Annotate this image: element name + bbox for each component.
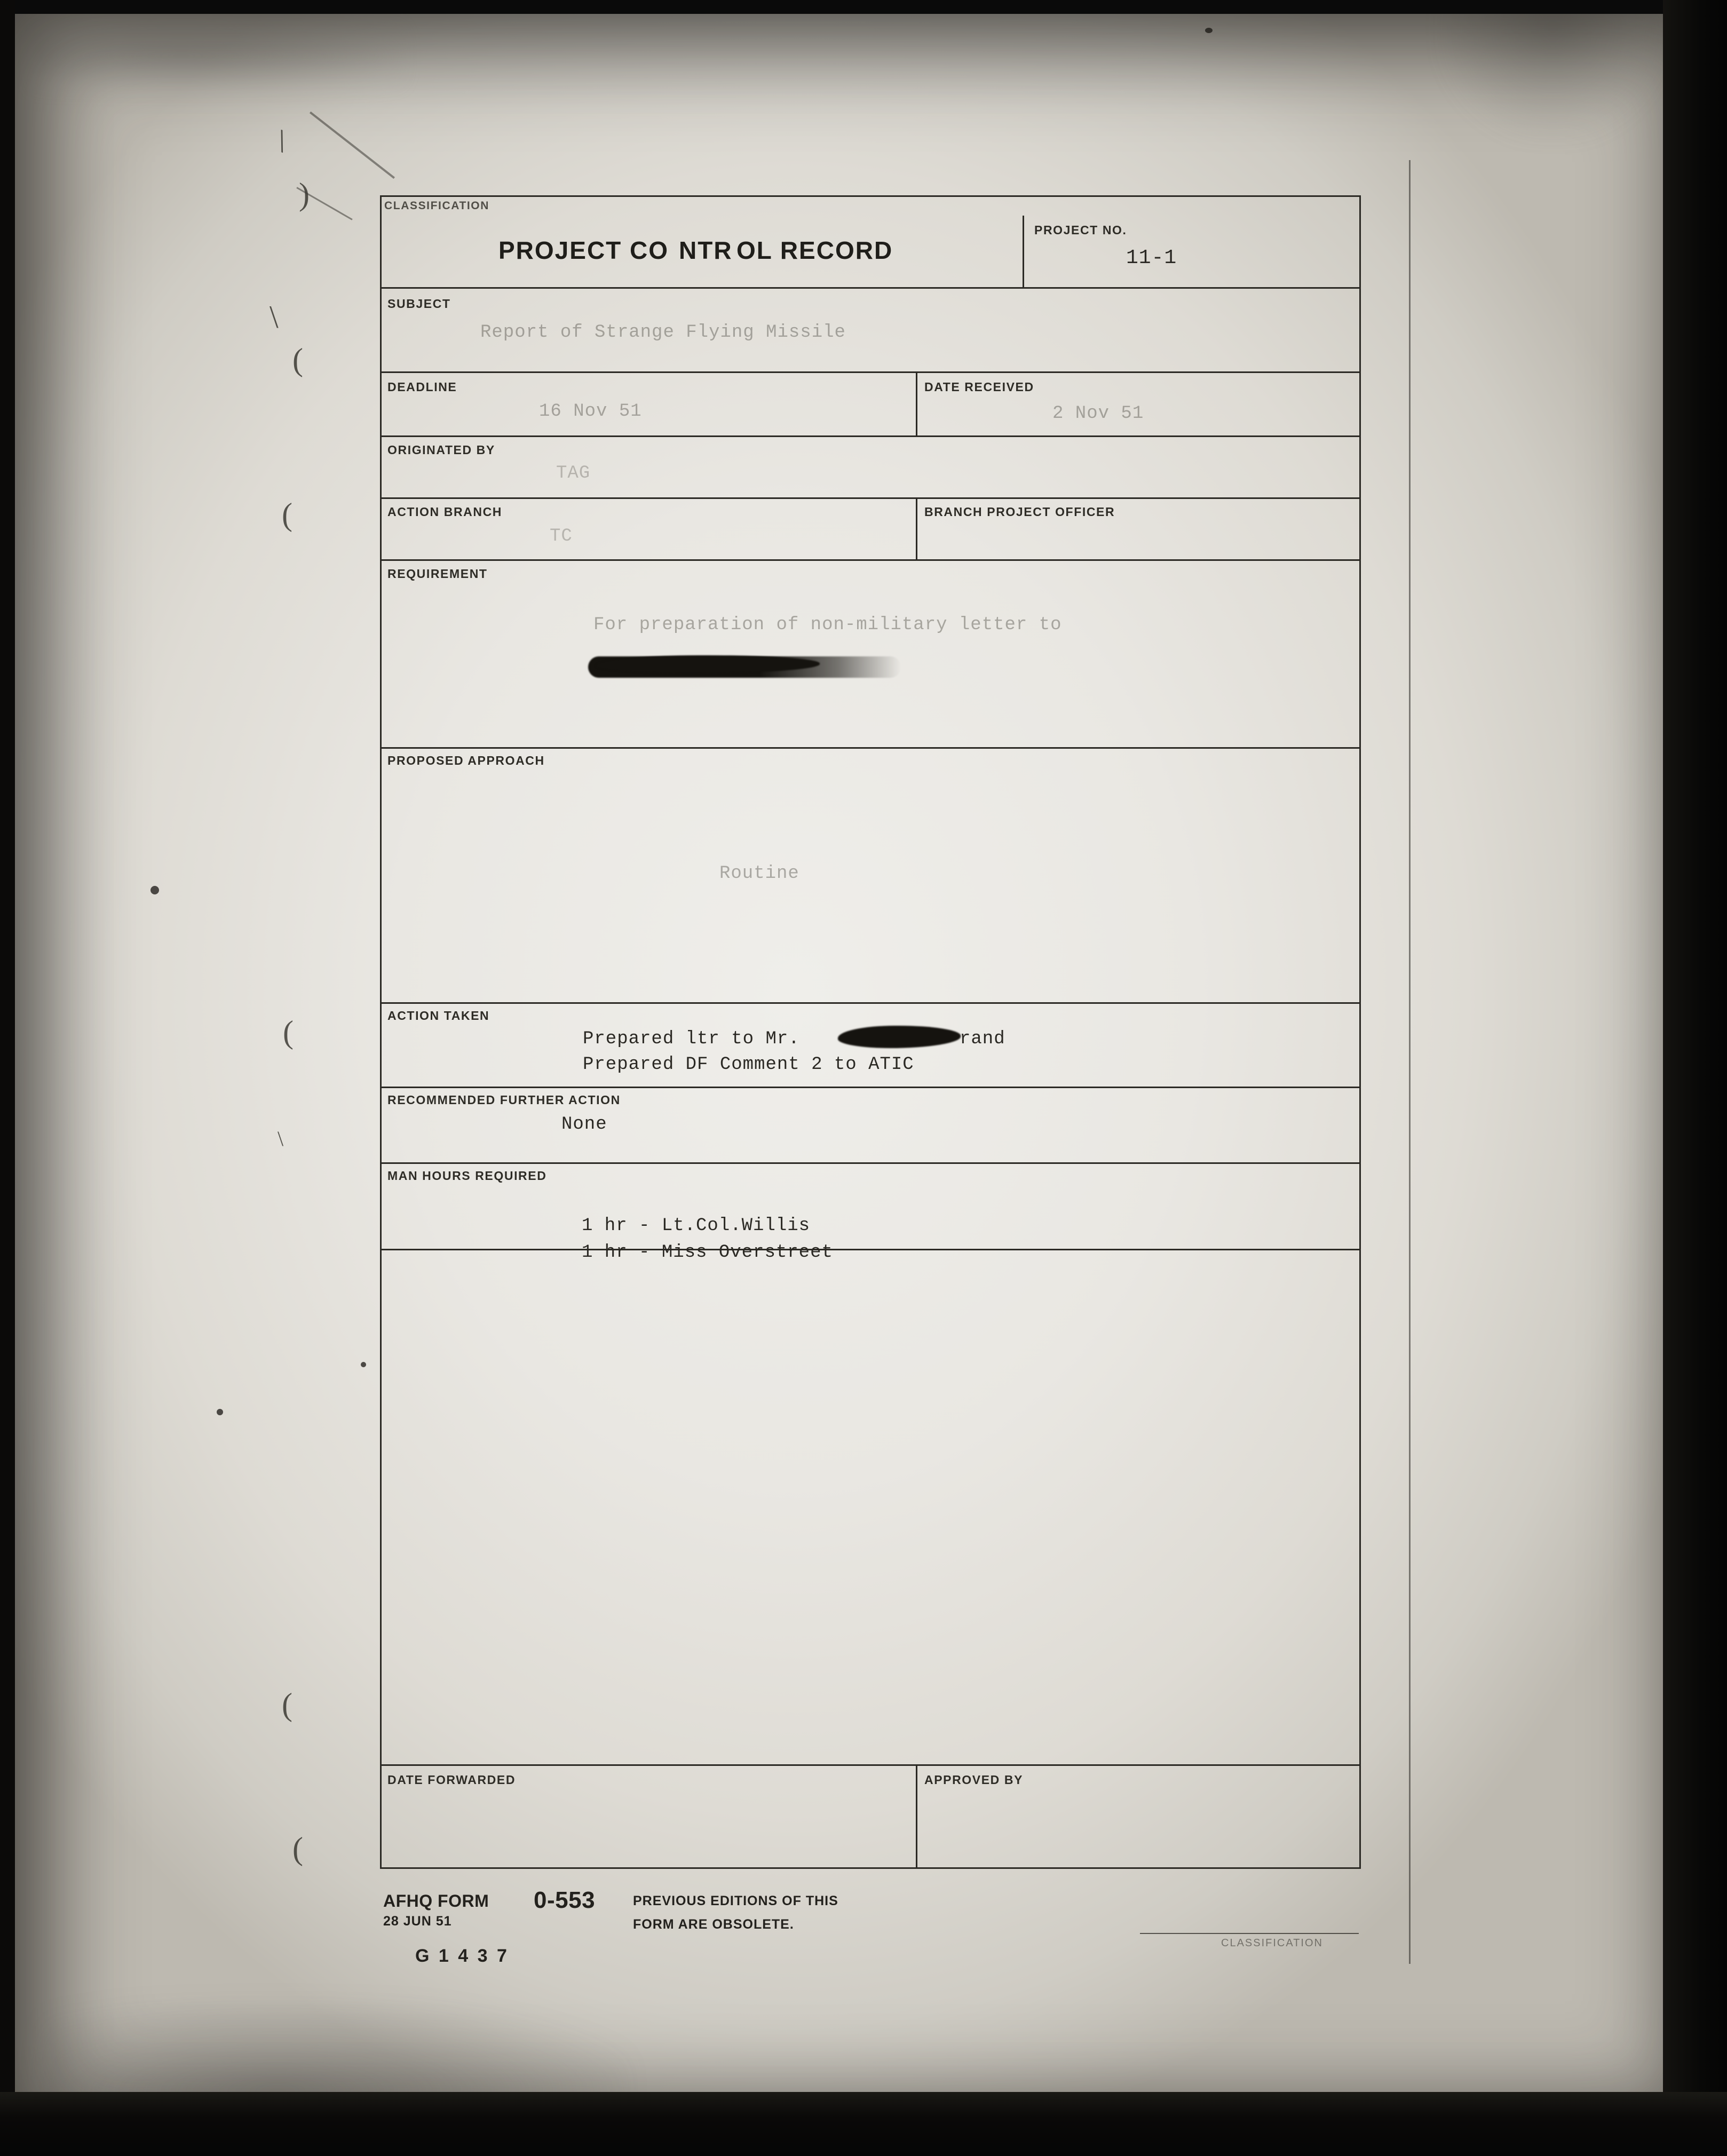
dust-speck: [1205, 28, 1213, 33]
field-value-originated-by: TAG: [556, 463, 591, 483]
dust-speck: [150, 886, 159, 894]
field-label-date-received: DATE RECEIVED: [924, 380, 1034, 394]
pen-mark: (: [292, 1831, 303, 1866]
classification-rule-bottom: [1140, 1933, 1359, 1934]
field-value-deadline: 16 Nov 51: [539, 401, 642, 422]
field-value-proposed-approach: Routine: [719, 863, 799, 884]
column-divider: [916, 1764, 917, 1869]
field-label-subject: SUBJECT: [387, 297, 451, 311]
row-divider: [380, 371, 1361, 373]
form-title: PROJECT CO: [498, 236, 669, 264]
pen-mark: \: [272, 123, 292, 159]
pen-mark: \: [278, 1127, 284, 1151]
field-value-man-hours-line2: 1 hr - Miss Overstreet: [582, 1242, 833, 1263]
classification-label-top: CLASSIFICATION: [384, 200, 490, 212]
row-divider: [380, 497, 1361, 499]
pen-mark: (: [283, 1014, 294, 1050]
row-divider: [380, 1249, 1361, 1250]
field-label-deadline: DEADLINE: [387, 380, 457, 394]
field-label-action-branch: ACTION BRANCH: [387, 505, 503, 519]
row-divider: [380, 1764, 1361, 1766]
photo-border-right: [1663, 0, 1727, 2156]
photo-border-left: [0, 0, 15, 2156]
field-label-approved-by: APPROVED BY: [924, 1773, 1024, 1787]
field-label-project-no: PROJECT NO.: [1034, 223, 1127, 237]
field-label-recommended-further-action: RECOMMENDED FURTHER ACTION: [387, 1093, 621, 1107]
form-title-faded: NTR: [679, 236, 733, 264]
photo-border-top: [0, 0, 1727, 14]
field-value-action-taken-redacted-tail: rand: [960, 1029, 1005, 1049]
film-scratch: [310, 112, 395, 179]
field-value-requirement: For preparation of non-military letter to: [593, 615, 1062, 635]
field-label-date-forwarded: DATE FORWARDED: [387, 1773, 516, 1787]
pen-mark: (: [282, 497, 292, 532]
field-label-action-taken: ACTION TAKEN: [387, 1009, 490, 1022]
film-smudge-top-right: [1441, 0, 1665, 139]
row-divider: [380, 1087, 1361, 1088]
form-number: 0-553: [534, 1887, 596, 1913]
pen-mark: \: [270, 299, 279, 335]
dust-speck: [361, 1362, 366, 1367]
field-value-man-hours-line1: 1 hr - Lt.Col.Willis: [582, 1216, 811, 1236]
classification-rule: [380, 195, 722, 197]
stock-code: G 1 4 3 7: [415, 1946, 509, 1966]
classification-label-bottom: CLASSIFICATION: [1221, 1937, 1323, 1949]
obsolete-note-line2: FORM ARE OBSOLETE.: [633, 1917, 794, 1932]
row-divider: [380, 747, 1361, 749]
form-title-rest: OL RECORD: [736, 236, 893, 264]
row-divider: [380, 435, 1361, 437]
row-divider: [380, 1162, 1361, 1164]
column-divider: [916, 497, 917, 559]
field-label-branch-project-officer: BRANCH PROJECT OFFICER: [924, 505, 1115, 519]
pen-mark: (: [292, 342, 303, 377]
field-label-requirement: REQUIREMENT: [387, 567, 488, 581]
pen-mark: (: [282, 1687, 292, 1722]
obsolete-note-line1: PREVIOUS EDITIONS OF THIS: [633, 1893, 838, 1908]
field-value-project-no: 11-1: [1126, 247, 1177, 270]
column-divider: [916, 371, 917, 435]
film-smudge-top-left: [32, 21, 406, 91]
field-value-action-taken-line1: Prepared ltr to Mr.: [583, 1029, 800, 1049]
row-divider: [380, 287, 1361, 289]
field-value-action-branch-text: TC: [550, 526, 573, 546]
pen-mark: ): [299, 177, 310, 212]
field-value-subject: Report of Strange Flying Missile: [480, 322, 846, 343]
form-designation-line1: AFHQ FORM: [383, 1891, 489, 1911]
row-divider: [380, 1002, 1361, 1004]
film-edge-line: [1409, 160, 1411, 1964]
field-label-originated-by: ORIGINATED BY: [387, 443, 495, 457]
field-label-man-hours-required: MAN HOURS REQUIRED: [387, 1169, 547, 1183]
column-divider: [1023, 216, 1024, 287]
field-value-recommended-further-action: None: [561, 1114, 607, 1135]
field-value-action-taken-line2: Prepared DF Comment 2 to ATIC: [583, 1055, 914, 1075]
row-divider: [380, 559, 1361, 561]
dust-speck: [217, 1409, 223, 1415]
photo-border-bottom: [0, 2092, 1727, 2156]
form-designation-line2: 28 JUN 51: [383, 1914, 452, 1929]
field-label-proposed-approach: PROPOSED APPROACH: [387, 754, 545, 767]
field-value-date-received: 2 Nov 51: [1052, 403, 1144, 424]
project-control-record-form: [380, 195, 1361, 1869]
